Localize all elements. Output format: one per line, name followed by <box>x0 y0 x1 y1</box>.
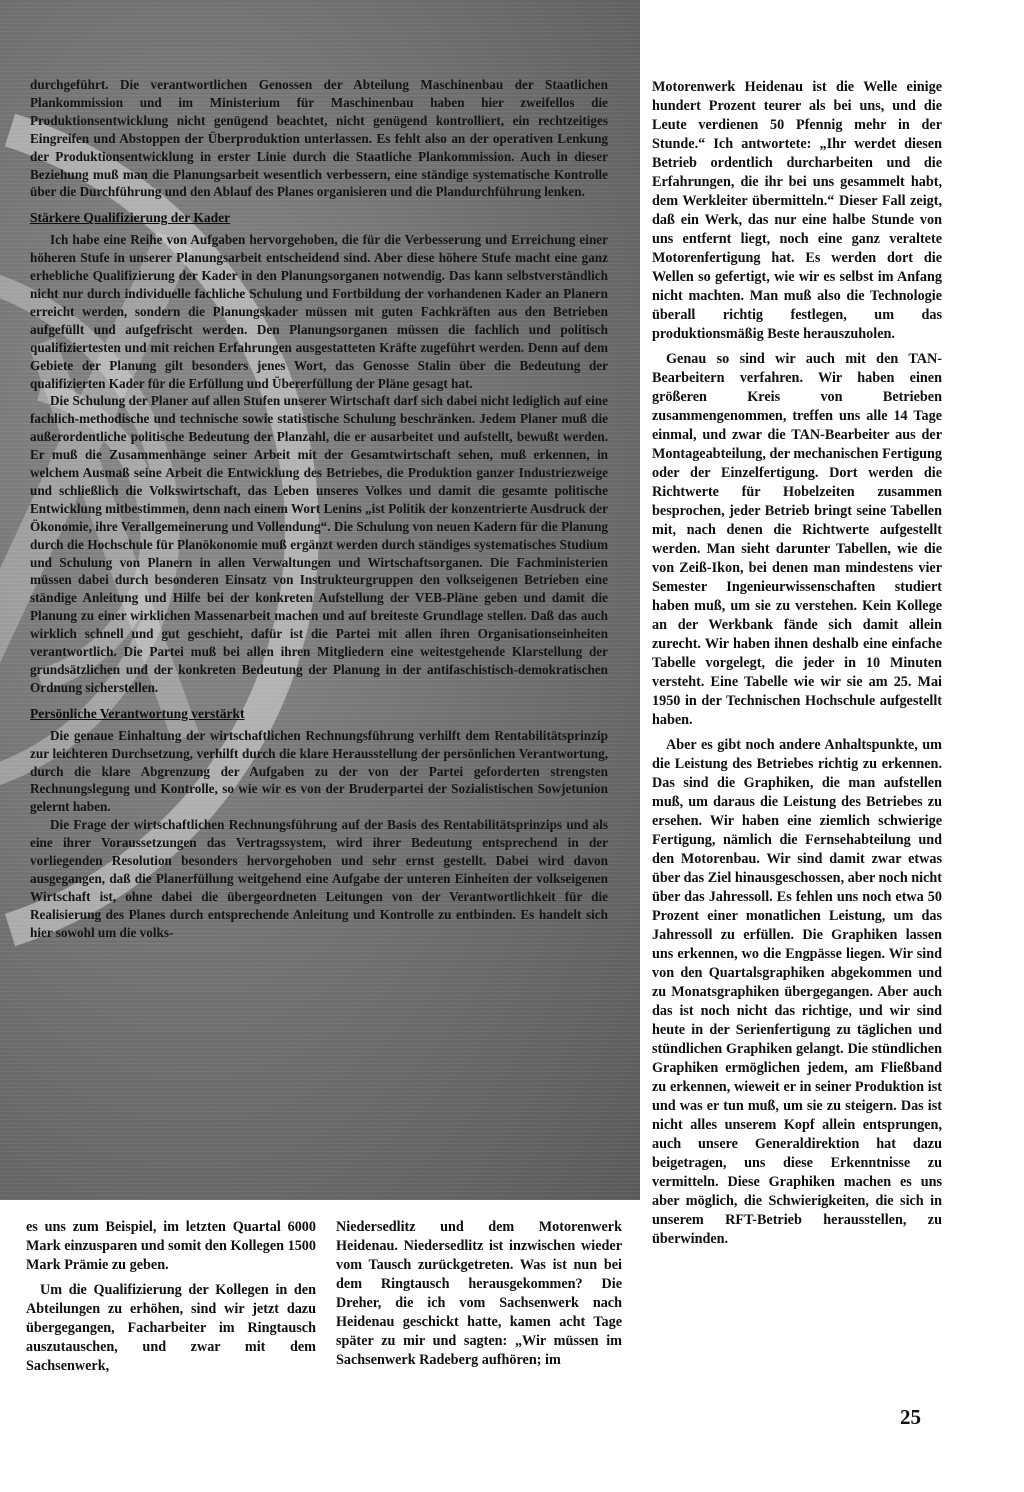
paragraph: Motorenwerk Heidenau ist die Welle einige hundert Prozent teurer als bei uns, und die Leute verdienen 50 Pfennig mehr in der Stunde.“ Ich antwortete: „Ihr werdet diesen Betrieb ordentlich durcharbeiten und die Erfahrungen, die ihr bei uns gesammelt habt, dem Werkleiter übermitteln.“ Dieser Fall zeigt, daß ein Werk, das nur eine halbe Stunde von uns entfernt liegt, noch eine ganz veraltete Motorenfertigung hat. Es werden dort die Wellen so gefertigt, wie wir es selbst im Anfang nicht machten. Man muß also die Technologie überall richtig festlegen, um das produktionsmäßig Beste herauszuholen. <box>652 79 942 342</box>
paragraph: Genau so sind wir auch mit den TAN-Bearbeitern verfahren. Wir haben einen größeren Kreis von Betrieben zusammengenommen, treffen uns alle 14 Tage einmal, und zwar die TAN-Bearbeiter aus der Montageabteilung, der mechanischen Fertigung oder der Einzelfertigung. Dort werden die Richtwerte für Hobelzeiten zusammen besprochen, jeder Betrieb bringt seine Tabellen mit, nach denen die Richtwerte aufgestellt werden. Man sieht darunter Tabellen, wie die von Zeiß-Ikon, bei denen man mindestens vier Semester Ingenieurwissenschaften studiert haben muß, um sie zu verstehen. Kein Kollege an der Werkbank fände sich damit allein zurecht. Wir haben ihnen deshalb eine einfache Tabelle vorgelegt, die jeder in 10 Minuten versteht. Eine Tabelle wie wir sie am 25. Mai 1950 in der Technischen Hochschule aufgestellt haben. <box>652 351 942 728</box>
paragraph: Die genaue Einhaltung der wirtschaftlichen Rechnungsführung verhilft dem Rentabilitätsprinzip zur leichteren Durchsetzung, verhilft durch die klare Herausstellung der persönlichen Verantwortung, durch die klare Abgrenzung der Aufgaben zu der von der Partei geforderten strengsten Rechnungslegung und Kontrolle, so wie wir es von der Bruderpartei der Sozialistischen Sowjetunion gelernt haben. <box>30 727 608 815</box>
paragraph: Aber es gibt noch andere Anhaltspunkte, um die Leistung des Betriebes richtig zu erkennen. Das sind die Graphiken, die man aufstellen muß, um daraus die Leistung des Betriebes zu ersehen. Wir haben eine ziemlich schwierige Fertigung, nämlich die Fernsehabteilung und den Motorenbau. Wir sind damit zwar etwas über das Ziel hinausgeschossen, aber noch nicht über das Jahressoll. Es fehlen uns noch etwa 50 Prozent einer monatlichen Leistung, um das Jahressoll zu erfüllen. Die Graphiken lassen uns erkennen, wo die Engpässe liegen. Wir sind von den Quartalsgraphiken abgekommen und zu Monatsgraphiken übergegangen. Aber auch das ist noch nicht das richtige, und wir sind heute in der Serienfertigung zu täglichen und stündlichen Graphiken gelangt. Die stündlichen Graphiken ermöglichen jedem, am Fließband zu erkennen, wieweit er in seiner Produktion ist und was er tun muß, um sie zu steigern. Das ist nicht alles unserem Kopf allein entsprungen, auch unsere Generaldirektion hat dazu beigetragen, uns diese Erkenntnisse zu vermitteln. Diese Graphiken machen es uns aber möglich, die Schwierigkeiten, die sich in unserem RFT-Betrieb herausstellen, zu überwinden. <box>652 737 942 1247</box>
paragraph: Niedersedlitz und dem Motorenwerk Heidenau. Niedersedlitz ist inzwischen wieder vom Tausch zurückgetreten. Was ist nun bei dem Ringtausch herausgekommen? Die Dreher, die ich vom Sachsenwerk nach Heidenau geschickt hatte, kamen acht Tage später zu mir und sagten: „Wir müssen im Sachsenwerk Radeberg aufhören; im <box>336 1219 622 1368</box>
paragraph: es uns zum Beispiel, im letzten Quartal 6000 Mark einzusparen und somit den Kollegen 1500 Mark Prämie zu geben. <box>26 1219 316 1273</box>
page-number: 25 <box>900 1405 921 1429</box>
paragraph: Die Schulung der Planer auf allen Stufen unserer Wirtschaft darf sich dabei nicht lediglich auf eine fachlich-methodische und technische sowie statistische Schulung beschränken. Jedem Planer muß die außerordentliche politische Bedeutung der Planzahl, die er ausarbeitet und aufstellt, bewußt werden. Er muß die Zusammenhänge seiner Arbeit mit der Gesamtwirtschaft sehen, muß erkennen, in welchem Ausmaß seine Arbeit die Entwicklung des Betriebes, die Produktion ganzer Industriezweige und schließlich die Volkswirtschaft, das Leben unseres Volkes und damit die gesamte politische Entwicklung mitbestimmen, denn nach einem Wort Lenins „ist Politik der konzentrierte Ausdruck der Ökonomie, ihre Verallgemeinerung und Vollendung“. Die Schulung von neuen Kadern für die Planung durch die Hochschule für Planökonomie muß ergänzt werden durch ständiges systematisches Studium und Schulung von Planern in allen Verwaltungen und Wirtschaftsorganen. Die Fachministerien müssen dabei durch besonderen Einsatz von Instrukteurgruppen den volkseigenen Betrieben eine ständige Anleitung und Hilfe bei der konkreten Aufstellung der VEB-Pläne geben und damit die Planung zu einer wirklichen Massenarbeit machen und auf breiteste Grundlage stellen. Daß das auch wirklich schnell und gut geschieht, dafür ist die Partei mit allen ihren Organisationseinheiten verantwortlich. Die Partei muß bei allen ihren Mitgliedern eine weitestgehende Klarstellung der grundsätzlichen und der konkreten Bedeutung der Planung in der antifaschistisch-demokratischen Ordnung sicherstellen. <box>30 393 608 695</box>
section-heading: Persönliche Verantwortung verstärkt <box>30 705 245 721</box>
paragraph: Die Frage der wirtschaftlichen Rechnungsführung auf der Basis des Rentabilitätsprinzips und als eine ihrer Voraussetzungen das Vertragssystem, wird ihrer Bedeutung entsprechend in der vorliegenden Resolution besonders hervorgehoben und sehr ernst gestellt. Dabei wird davon ausgegangen, daß die Planerfüllung weitgehend eine Aufgabe der unteren Einheiten der volkseigenen Wirtschaft ist, ohne dabei die übergeordneten Leitungen von der Verantwortlichkeit für die Realisierung des Planes durch entsprechende Anleitung und Kontrolle zu entbinden. Es handelt sich hier sowohl um die volks- <box>30 817 608 940</box>
inset-article <box>30 76 608 942</box>
paragraph: Ich habe eine Reihe von Aufgaben hervorgehoben, die für die Verbesserung und Erreichung einer höheren Stufe in unserer Planungsarbeit entscheidend sind. Aber diese höhere Stufe macht eine ganz erhebliche Qualifizierung der Kader in den Planungsorganen notwendig. Das kann selbstverständlich nicht nur durch individuelle fachliche Schulung und Fortbildung der vorhandenen Kader an Planern erreicht werden, sondern die Planungskader müssen mit guten Fachkräften aus den Betrieben aufgefüllt und aufgefrischt werden. Den Planungsorganen müssen die fachlich und politisch qualifiziertesten und mit reichen Erfahrungen ausgestatteten Kräfte zugeführt werden. Denn auf dem Gebiete der Planung gilt besonders jenes Wort, das Genosse Stalin über die Bedeutung der qualifizierten Kader für die Erfüllung und Übererfüllung der Pläne gesagt hat. <box>30 232 608 391</box>
section-heading: Stärkere Qualifizierung der Kader <box>30 210 231 226</box>
bottom-middle-text-column <box>336 1218 622 1376</box>
paragraph: durchgeführt. Die verantwortlichen Genossen der Abteilung Maschinenbau der Staatlichen Plankommission und im Ministerium für Maschinenbau haben hier zweifellos die Produktionsentwicklung nicht genügend beachtet, nicht genügend kontrolliert, ein rechtzeitiges Eingreifen und Abstoppen der Überproduktion unterlassen. Es fehlt also an der operativen Lenkung der Produktionsentwicklung in erster Linie durch die Staatliche Plankommission. Auch in dieser Beziehung muß man die Planungsarbeit wesentlich verbessern, eine ständige systematische Kontrolle über die Durchführung und den Ablauf des Planes organisieren und die Plandurchführung lenken. <box>30 77 608 200</box>
right-text-column <box>652 78 942 1255</box>
bottom-left-text-column <box>26 1218 316 1382</box>
paragraph: Um die Qualifizierung der Kollegen in den Abteilungen zu erhöhen, sind wir jetzt dazu übergegangen, Facharbeiter im Ringtausch auszutauschen, und zwar mit dem Sachsenwerk, <box>26 1282 316 1374</box>
